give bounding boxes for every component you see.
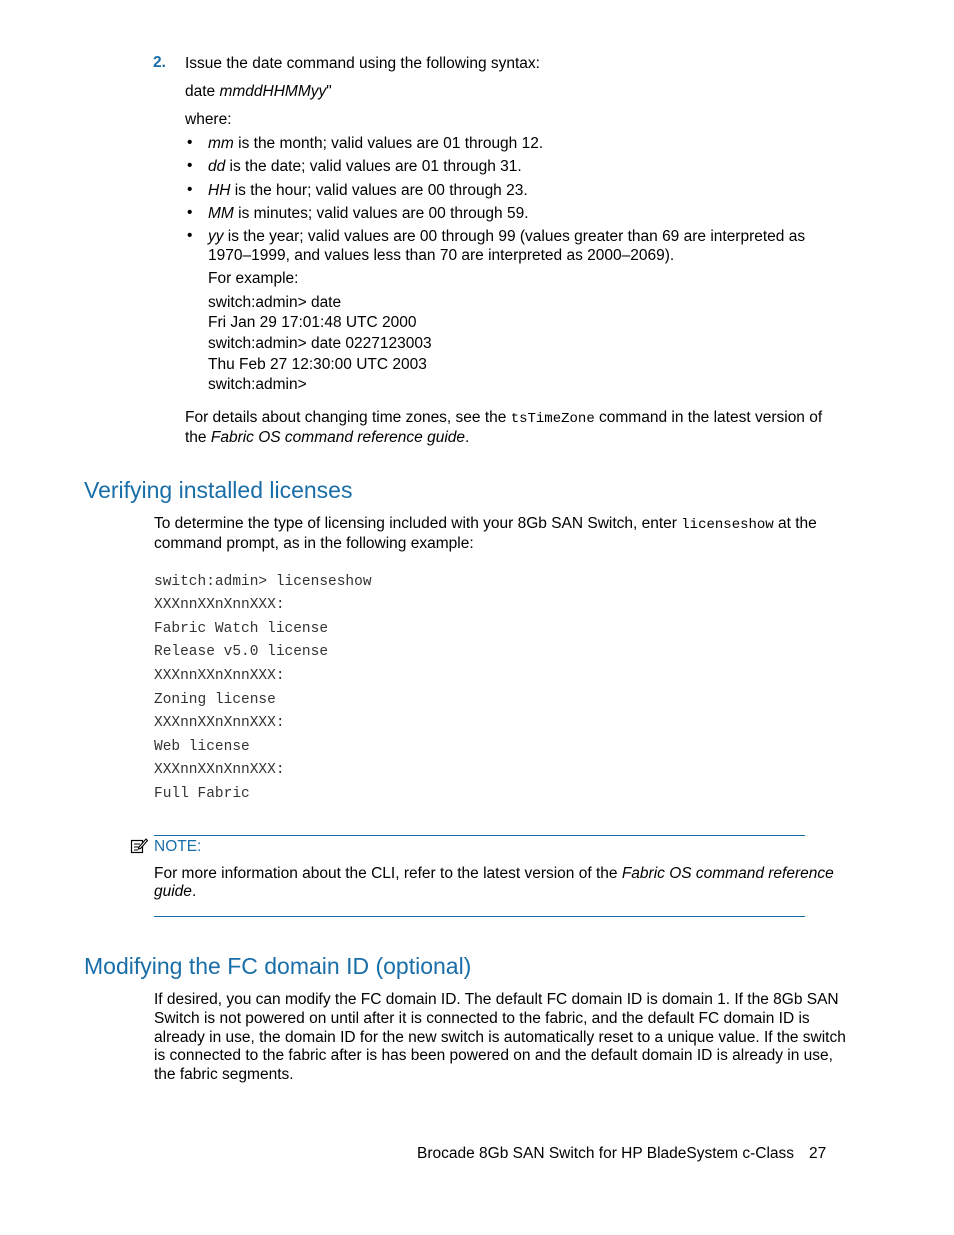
intro-text: To determine the type of licensing included with your 8Gb SAN Switch, enter (154, 515, 682, 532)
bullet-term: HH (208, 182, 231, 199)
where-label: where: (185, 111, 232, 128)
bullet-term: MM (208, 205, 234, 222)
domain-paragraph-line: the fabric segments. (154, 1066, 294, 1083)
note-top-rule (154, 835, 805, 836)
bullet-dot: • (187, 134, 193, 151)
bullet-text: is the hour; valid values are 00 through 23. (230, 182, 528, 199)
note-text-body: For more information about the CLI, refer to the latest version of the (154, 865, 622, 882)
page-number: 27 (809, 1145, 827, 1162)
bullet-text: is the month; valid values are 01 through 12. (233, 135, 544, 152)
details-text: command in the latest version of (594, 409, 823, 426)
note-text-end: . (191, 883, 197, 900)
syntax-command: date (185, 83, 220, 100)
example-line: switch:admin> date 0227123003 (208, 335, 432, 352)
footer-title: Brocade 8Gb SAN Switch for HP BladeSystem c-Class (417, 1145, 795, 1162)
bullet-item-yy (208, 227, 805, 246)
domain-paragraph-line: Switch is not powered on until after it is connected to the fabric, and the default FC domain ID is (154, 1010, 810, 1027)
licenses-intro-continued: command prompt, as in the following example: (154, 535, 474, 552)
note-text-continued (154, 882, 196, 901)
domain-paragraph-line: already in use, the domain ID for the new switch is automatically reset to a unique value. If the switch (154, 1029, 846, 1046)
bullet-dot: • (187, 181, 193, 198)
syntax-quote: " (326, 83, 332, 100)
step-number: 2. (153, 54, 166, 71)
bullet-term: dd (208, 158, 226, 175)
code-line: Zoning license (154, 692, 276, 708)
note-guide-title: guide (154, 883, 192, 900)
licenseshow-command: licenseshow (681, 517, 774, 533)
bullet-item-minutes (208, 204, 529, 223)
bullet-text: is the date; valid values are 01 through 31. (225, 158, 522, 175)
bullet-item-hh (208, 181, 528, 200)
details-text: . (465, 429, 470, 446)
note-label: NOTE: (154, 838, 202, 855)
note-pencil-icon (130, 837, 148, 855)
code-line: XXXnnXXnXnnXXX: (154, 762, 285, 778)
example-line: switch:admin> (208, 376, 307, 393)
code-line: XXXnnXXnXnnXXX: (154, 715, 285, 731)
step-text: Issue the date command using the following syntax: (185, 55, 540, 72)
bullet-dot: • (187, 204, 193, 221)
timezone-details-continued (185, 428, 469, 447)
code-line: Release v5.0 license (154, 644, 329, 660)
bullet-item-dd (208, 157, 522, 176)
code-line: XXXnnXXnXnnXXX: (154, 668, 285, 684)
example-line: Thu Feb 27 12:30:00 UTC 2003 (208, 356, 427, 373)
bullet-text-continued: 1970–1999, and values less than 70 are interpreted as 2000–2069). (208, 247, 675, 264)
licenses-intro (154, 514, 817, 535)
code-line: switch:admin> licenseshow (154, 574, 372, 590)
domain-paragraph-line: If desired, you can modify the FC domain ID. The default FC domain ID is domain 1. If the 8Gb SAN (154, 991, 839, 1008)
intro-text: at the (773, 515, 817, 532)
bullet-text: is minutes; valid values are 00 through 59. (233, 205, 529, 222)
example-line: switch:admin> date (208, 294, 342, 311)
code-line: Fabric Watch license (154, 621, 329, 637)
details-text: the (185, 429, 211, 446)
note-text (154, 864, 834, 883)
bullet-term: mm (208, 135, 234, 152)
bullet-item-mm (208, 134, 543, 153)
bullet-text: is the year; valid values are 00 through 99 (values greater than 69 are interpreted as (223, 228, 806, 245)
timezone-details (185, 408, 822, 429)
details-text: For details about changing time zones, see the (185, 409, 511, 426)
bullet-dot: • (187, 157, 193, 174)
domain-paragraph-line: is connected to the fabric after is has been powered on and the default domain ID is already in use, (154, 1047, 833, 1064)
section-heading-licenses: Verifying installed licenses (84, 477, 353, 503)
bullet-dot: • (187, 227, 193, 244)
for-example-label: For example: (208, 270, 299, 287)
tstimezone-command: tsTimeZone (510, 411, 595, 427)
code-line: Full Fabric (154, 786, 250, 802)
date-syntax (185, 82, 332, 101)
note-guide-title: Fabric OS command reference (621, 865, 834, 882)
syntax-argument: mmddHHMMyy (219, 83, 327, 100)
example-line: Fri Jan 29 17:01:48 UTC 2000 (208, 314, 417, 331)
reference-guide-title: Fabric OS command reference guide (210, 429, 466, 446)
note-bottom-rule (154, 916, 805, 917)
section-heading-domain-id: Modifying the FC domain ID (optional) (84, 953, 472, 979)
code-line: Web license (154, 739, 250, 755)
code-line: XXXnnXXnXnnXXX: (154, 597, 285, 613)
bullet-term: yy (208, 228, 224, 245)
